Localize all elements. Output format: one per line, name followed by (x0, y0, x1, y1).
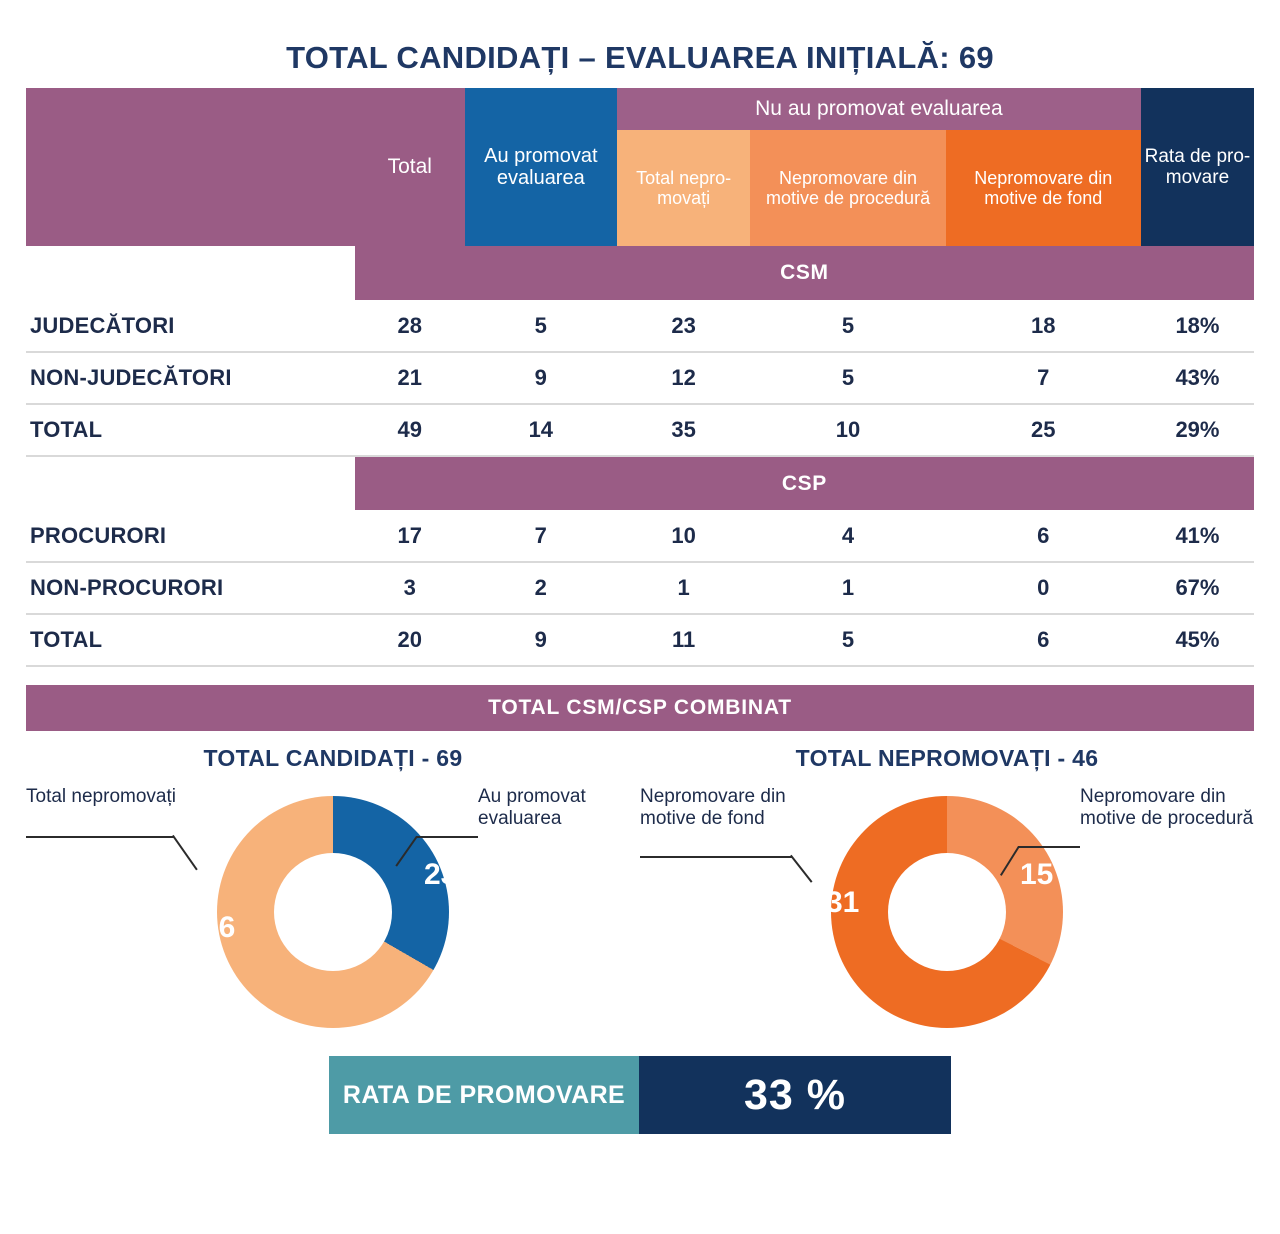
row-label: TOTAL (26, 614, 355, 666)
donut-left-label-passed: Au promovat evaluarea (478, 786, 586, 830)
table-row (26, 562, 1254, 614)
cell-passed: 7 (465, 510, 617, 562)
cell-total: 17 (355, 510, 465, 562)
cell-total: 20 (355, 614, 465, 666)
cell-substance: 18 (946, 300, 1141, 352)
section-band-csm: CSM (355, 246, 1254, 300)
header-total: Total (355, 88, 465, 246)
donut-right-area (640, 778, 1254, 1040)
table-row (26, 404, 1254, 456)
donut-right-value-substance: 31 (826, 886, 860, 919)
header-substance: Nepromovare din motive de fond (946, 130, 1141, 246)
cell-substance: 6 (946, 614, 1141, 666)
cell-total-not-passed: 11 (617, 614, 751, 666)
cell-total: 3 (355, 562, 465, 614)
promotion-rate-label: RATA DE PROMOVARE (329, 1056, 639, 1134)
cell-substance: 6 (946, 510, 1141, 562)
row-label: NON-JUDECĂTORI (26, 352, 355, 404)
cell-substance: 7 (946, 352, 1141, 404)
donut-right-leader-2a (1018, 846, 1080, 848)
cell-procedure: 5 (750, 614, 945, 666)
cell-rate: 43% (1141, 352, 1254, 404)
header-passed: Au promovat evaluarea (465, 88, 617, 246)
cell-total-not-passed: 35 (617, 404, 751, 456)
donut-left-value-passed: 23 (424, 858, 458, 891)
table-row (26, 352, 1254, 404)
cell-procedure: 5 (750, 300, 945, 352)
cell-passed: 5 (465, 300, 617, 352)
cell-passed: 2 (465, 562, 617, 614)
section-band-csp: CSP (355, 456, 1254, 510)
cell-total: 49 (355, 404, 465, 456)
cell-passed: 9 (465, 614, 617, 666)
band-spacer-left (26, 456, 355, 510)
cell-substance: 25 (946, 404, 1141, 456)
cell-rate: 45% (1141, 614, 1254, 666)
cell-total-not-passed: 23 (617, 300, 751, 352)
cell-total: 28 (355, 300, 465, 352)
cell-total-not-passed: 10 (617, 510, 751, 562)
donut-left-label-not-passed: Total nepromovați (26, 786, 176, 807)
row-label: JUDECĂTORI (26, 300, 355, 352)
cell-total: 21 (355, 352, 465, 404)
donut-left-leader-1a (26, 836, 174, 838)
table-container (0, 88, 1280, 667)
header-group-not-passed: Nu au promovat evaluarea (617, 88, 1141, 130)
donut-charts-section (0, 731, 1280, 1040)
cell-rate: 18% (1141, 300, 1254, 352)
combined-total-band: TOTAL CSM/CSP COMBINAT (26, 685, 1254, 731)
donut-left-title: TOTAL CANDIDAȚI - 69 (203, 745, 463, 771)
donut-left-leader-2a (416, 836, 478, 838)
donut-chart-not-passed (640, 745, 1254, 1040)
cell-passed: 9 (465, 352, 617, 404)
table-row (26, 300, 1254, 352)
table-header-group-row (26, 88, 1254, 130)
donut-right-value-procedure: 15 (1020, 858, 1054, 891)
cell-procedure: 4 (750, 510, 945, 562)
donut-left-hole (274, 853, 392, 971)
page-title: TOTAL CANDIDAȚI – EVALUAREA INIȚIALĂ: 69 (286, 40, 994, 75)
cell-rate: 29% (1141, 404, 1254, 456)
band-spacer-left (26, 246, 355, 300)
donut-right-leader-1b (790, 855, 813, 883)
table-row (26, 510, 1254, 562)
cell-rate: 67% (1141, 562, 1254, 614)
cell-procedure: 10 (750, 404, 945, 456)
donut-left-leader-1b (172, 835, 198, 871)
donut-right-title: TOTAL NEPROMOVAȚI - 46 (795, 745, 1099, 771)
promotion-rate-banner (329, 1056, 951, 1134)
cell-rate: 41% (1141, 510, 1254, 562)
donut-right-hole (888, 853, 1006, 971)
cell-procedure: 5 (750, 352, 945, 404)
cell-procedure: 1 (750, 562, 945, 614)
cell-total-not-passed: 12 (617, 352, 751, 404)
donut-right-ring (831, 796, 1063, 1028)
header-procedure: Nepromovare din motive de procedură (750, 130, 945, 246)
donut-left-value-not-passed: 46 (202, 911, 236, 944)
cell-passed: 14 (465, 404, 617, 456)
donut-right-label-substance: Nepromovare din motive de fond (640, 786, 786, 830)
donut-right-label-procedure: Nepromovare din motive de procedură (1080, 786, 1254, 830)
cell-total-not-passed: 1 (617, 562, 751, 614)
promotion-rate-value: 33 % (639, 1056, 951, 1134)
table-corner-cell (26, 88, 355, 246)
row-label: TOTAL (26, 404, 355, 456)
row-label: PROCURORI (26, 510, 355, 562)
cell-substance: 0 (946, 562, 1141, 614)
results-table (26, 88, 1254, 667)
table-row (26, 614, 1254, 666)
donut-left-area (26, 778, 640, 1040)
section-band-csp-row (26, 456, 1254, 510)
donut-chart-candidates (26, 745, 640, 1040)
header-total-not-passed: Total nepro-movați (617, 130, 751, 246)
header-rate: Rata de pro-movare (1141, 88, 1254, 246)
donut-right-leader-1a (640, 856, 792, 858)
donut-left-ring (217, 796, 449, 1028)
section-band-csm-row (26, 246, 1254, 300)
row-label: NON-PROCURORI (26, 562, 355, 614)
